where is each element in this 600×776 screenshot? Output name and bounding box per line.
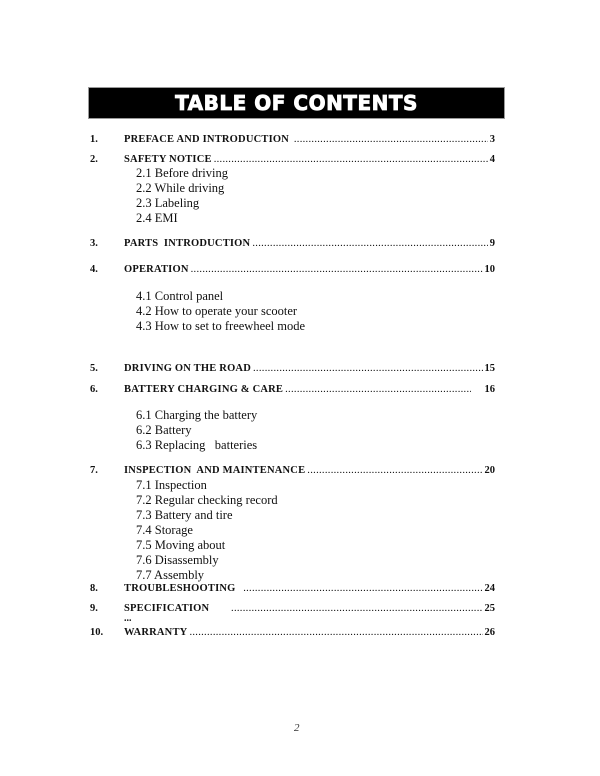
toc-entry-inspection-maintenance[interactable] [90,464,495,478]
toc-entry-number: 2. [90,154,98,165]
toc-subentry-emi[interactable]: 2.4 EMI [136,211,178,225]
dot-leader [214,153,488,167]
toc-entry-title: BATTERY CHARGING & CARE [124,384,284,395]
toc-entry-page: 24 [484,583,495,594]
dot-leader [253,362,483,376]
dot-leader [252,237,487,251]
dot-leader [243,582,482,596]
toc-entry-specification[interactable] [90,602,495,616]
toc-subentry-storage[interactable]: 7.4 Storage [136,523,193,537]
toc-subentry-charging-battery[interactable]: 6.1 Charging the battery [136,408,258,422]
toc-entry-number: 10. [90,627,104,638]
toc-entry-title: OPERATION [124,264,189,275]
toc-subentry-operate-scooter[interactable]: 4.2 How to operate your scooter [136,304,298,318]
toc-entry-safety-notice[interactable] [90,153,495,167]
dot-leader [191,263,483,277]
toc-entry-page: 3 [489,134,495,145]
toc-entry-number: 9. [90,603,98,614]
toc-entry-page: 9 [489,238,495,249]
toc-entry-title: TROUBLESHOOTING [124,583,242,594]
dot-leader [307,464,482,478]
toc-entry-number: 5. [90,363,98,374]
toc-entry-number: 6. [90,384,98,395]
dot-leader [294,133,488,147]
toc-entry-number: 4. [90,264,98,275]
dot-leader [285,383,470,397]
toc-entry-title: PREFACE AND INTRODUCTION [124,134,292,145]
toc-header-banner [88,87,505,119]
toc-entry-page: 16 [484,384,495,395]
toc-entry-number: 1. [90,134,98,145]
toc-entry-parts-introduction[interactable] [90,237,495,251]
toc-entry-page: 26 [484,627,495,638]
toc-entry-battery-charging[interactable] [90,383,495,397]
toc-entry-number: 3. [90,238,98,249]
toc-subentry-battery-tire[interactable]: 7.3 Battery and tire [136,508,233,522]
toc-entry-page: 25 [484,603,495,614]
dot-leader [189,626,482,640]
toc-subentry-while-driving[interactable]: 2.2 While driving [136,181,225,195]
toc-entry-page: 20 [484,465,495,476]
toc-entry-page: 15 [484,363,495,374]
toc-entry-title: SPECIFICATION [124,603,230,614]
page-number: 2 [294,722,300,734]
toc-subentry-checking-record[interactable]: 7.2 Regular checking record [136,493,278,507]
toc-subentry-replacing-batteries[interactable]: 6.3 Replacing batteries [136,438,258,452]
toc-entry-troubleshooting[interactable] [90,582,495,596]
toc-entry-operation[interactable] [90,263,495,277]
toc-entry-title: DRIVING ON THE ROAD [124,363,251,374]
toc-subentry-labeling[interactable]: 2.3 Labeling [136,196,200,210]
toc-entry-title: INSPECTION AND MAINTENANCE [124,465,306,476]
toc-subentry-inspection[interactable]: 7.1 Inspection [136,478,207,492]
toc-entry-title: PARTS INTRODUCTION [124,238,251,249]
toc-subentry-freewheel-mode[interactable]: 4.3 How to set to freewheel mode [136,319,306,333]
continuation-mark: ... [124,613,132,624]
toc-entry-driving-on-road[interactable] [90,362,495,376]
toc-entry-page: 10 [484,264,495,275]
toc-entry-title: SAFETY NOTICE [124,154,212,165]
toc-subentry-before-driving[interactable]: 2.1 Before driving [136,166,228,180]
toc-entry-number: 8. [90,583,98,594]
toc-subentry-control-panel[interactable]: 4.1 Control panel [136,289,224,303]
toc-entry-title: WARRANTY [124,627,188,638]
toc-entry-preface[interactable] [90,133,495,147]
dot-leader [231,602,482,616]
toc-subentry-assembly[interactable]: 7.7 Assembly [136,568,205,582]
toc-subentry-moving-about[interactable]: 7.5 Moving about [136,538,226,552]
toc-subentry-battery[interactable]: 6.2 Battery [136,423,192,437]
toc-entry-warranty[interactable] [90,626,495,640]
toc-entry-page: 4 [489,154,495,165]
toc-subentry-disassembly[interactable]: 7.6 Disassembly [136,553,219,567]
page-title: TABLE OF CONTENTS [175,91,418,115]
toc-entry-number: 7. [90,465,98,476]
